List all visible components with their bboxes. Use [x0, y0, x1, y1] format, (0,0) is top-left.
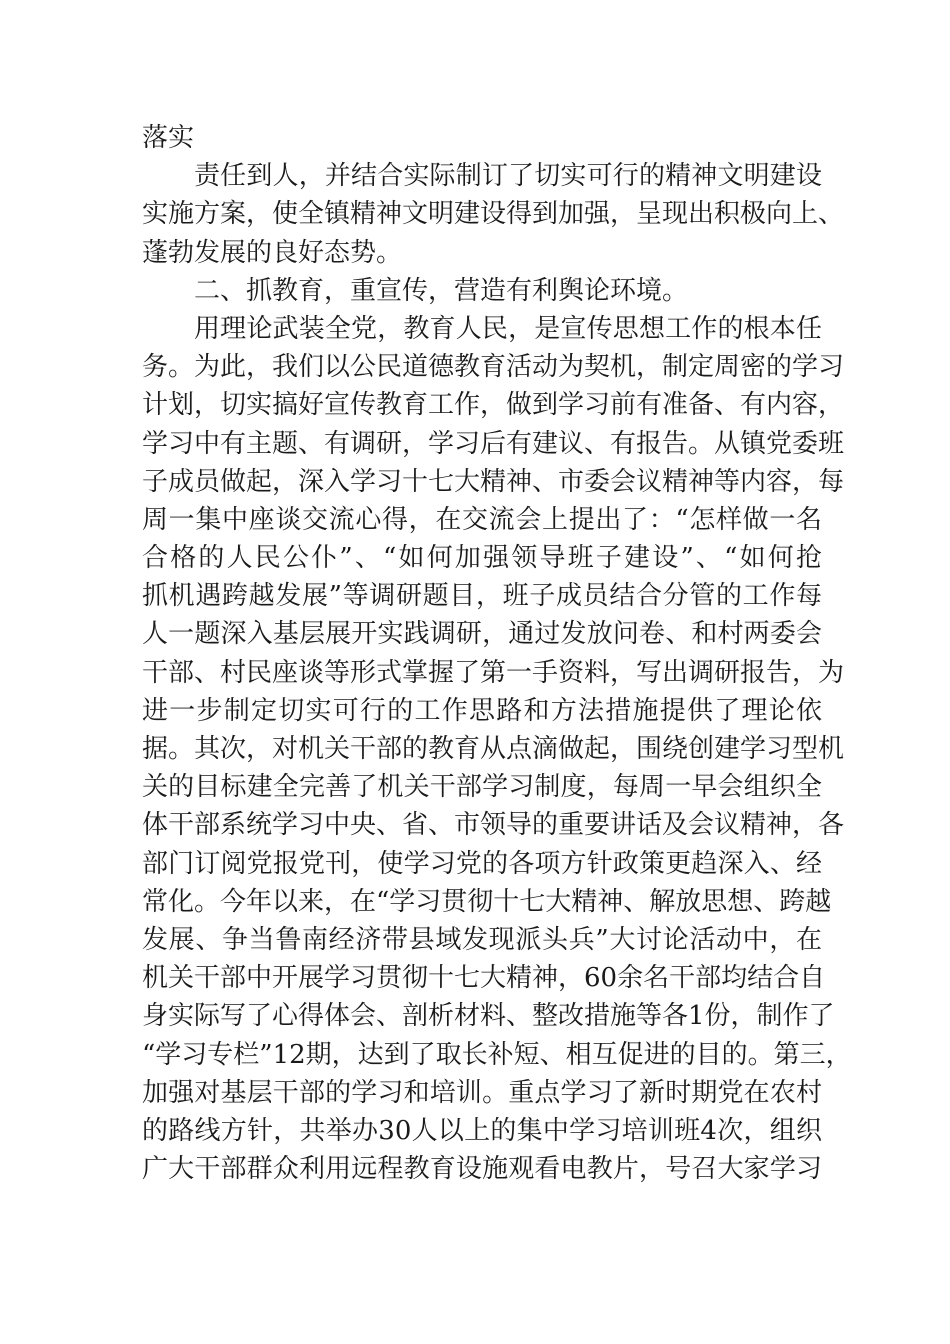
text-line: 务。为此，我们以公民道德教育活动为契机，制定周密的学习	[142, 352, 845, 383]
paragraph-first-line: 责任到人，并结合实际制订了切实可行的精神文明建设	[194, 161, 822, 192]
text-line: 学习中有主题、有调研，学习后有建议、有报告。从镇党委班	[142, 428, 845, 459]
text-line: 计划，切实搞好宣传教育工作，做到学习前有准备、有内容，	[142, 390, 845, 421]
text-line: 身实际写了心得体会、剖析材料、整改措施等各1份，制作了	[142, 1001, 835, 1032]
text-line: 蓬勃发展的良好态势。	[142, 237, 403, 268]
text-line: 人一题深入基层展开实践调研，通过发放问卷、和村两委会	[142, 619, 822, 650]
text-line: 的路线方针，共举办30人以上的集中学习培训班4次，组织	[142, 1115, 822, 1146]
text-line: 发展、争当鲁南经济带县域发现派头兵”大讨论活动中，在	[142, 924, 822, 955]
text-line: 合格的人民公仆”、“如何加强领导班子建设”、“如何抢	[142, 543, 822, 574]
text-line: 落实	[142, 123, 195, 153]
text-line: 常化。今年以来，在“学习贯彻十七大精神、解放思想、跨越	[142, 886, 832, 917]
body-text	[142, 119, 852, 1188]
text-line: 周一集中座谈交流心得，在交流会上提出了：“怎样做一名	[142, 504, 822, 535]
text-line: 子成员做起，深入学习十七大精神、市委会议精神等内容，每	[142, 466, 845, 497]
text-line: 据。其次，对机关干部的教育从点滴做起，围绕创建学习型机	[142, 734, 845, 764]
text-line: 关的目标建全完善了机关干部学习制度，每周一早会组织全	[142, 772, 822, 803]
text-line: 加强对基层干部的学习和培训。重点学习了新时期党在农村	[142, 1077, 822, 1108]
text-line: 抓机遇跨越发展”等调研题目，班子成员结合分管的工作每	[142, 581, 822, 612]
text-line: 机关干部中开展学习贯彻十七大精神，60余名干部均结合自	[142, 963, 826, 994]
text-line: 实施方案，使全镇精神文明建设得到加强，呈现出积极向上、	[142, 199, 845, 230]
paragraph-first-line: 用理论武装全党，教育人民，是宣传思想工作的根本任	[194, 313, 822, 344]
text-line: 体干部系统学习中央、省、市领导的重要讲话及会议精神，各	[142, 810, 845, 841]
text-line: “学习专栏”12期，达到了取长补短、相互促进的目的。第三，	[142, 1039, 852, 1070]
text-line: 广大干部群众利用远程教育设施观看电教片，号召大家学习	[142, 1154, 822, 1185]
text-line: 进一步制定切实可行的工作思路和方法措施提供了理论依	[142, 695, 822, 726]
text-line: 干部、村民座谈等形式掌握了第一手资料，写出调研报告，为	[142, 657, 845, 688]
section-heading: 二、抓教育，重宣传，营造有利舆论环境。	[194, 275, 689, 306]
text-line: 部门订阅党报党刊，使学习党的各项方针政策更趋深入、经	[142, 848, 822, 879]
